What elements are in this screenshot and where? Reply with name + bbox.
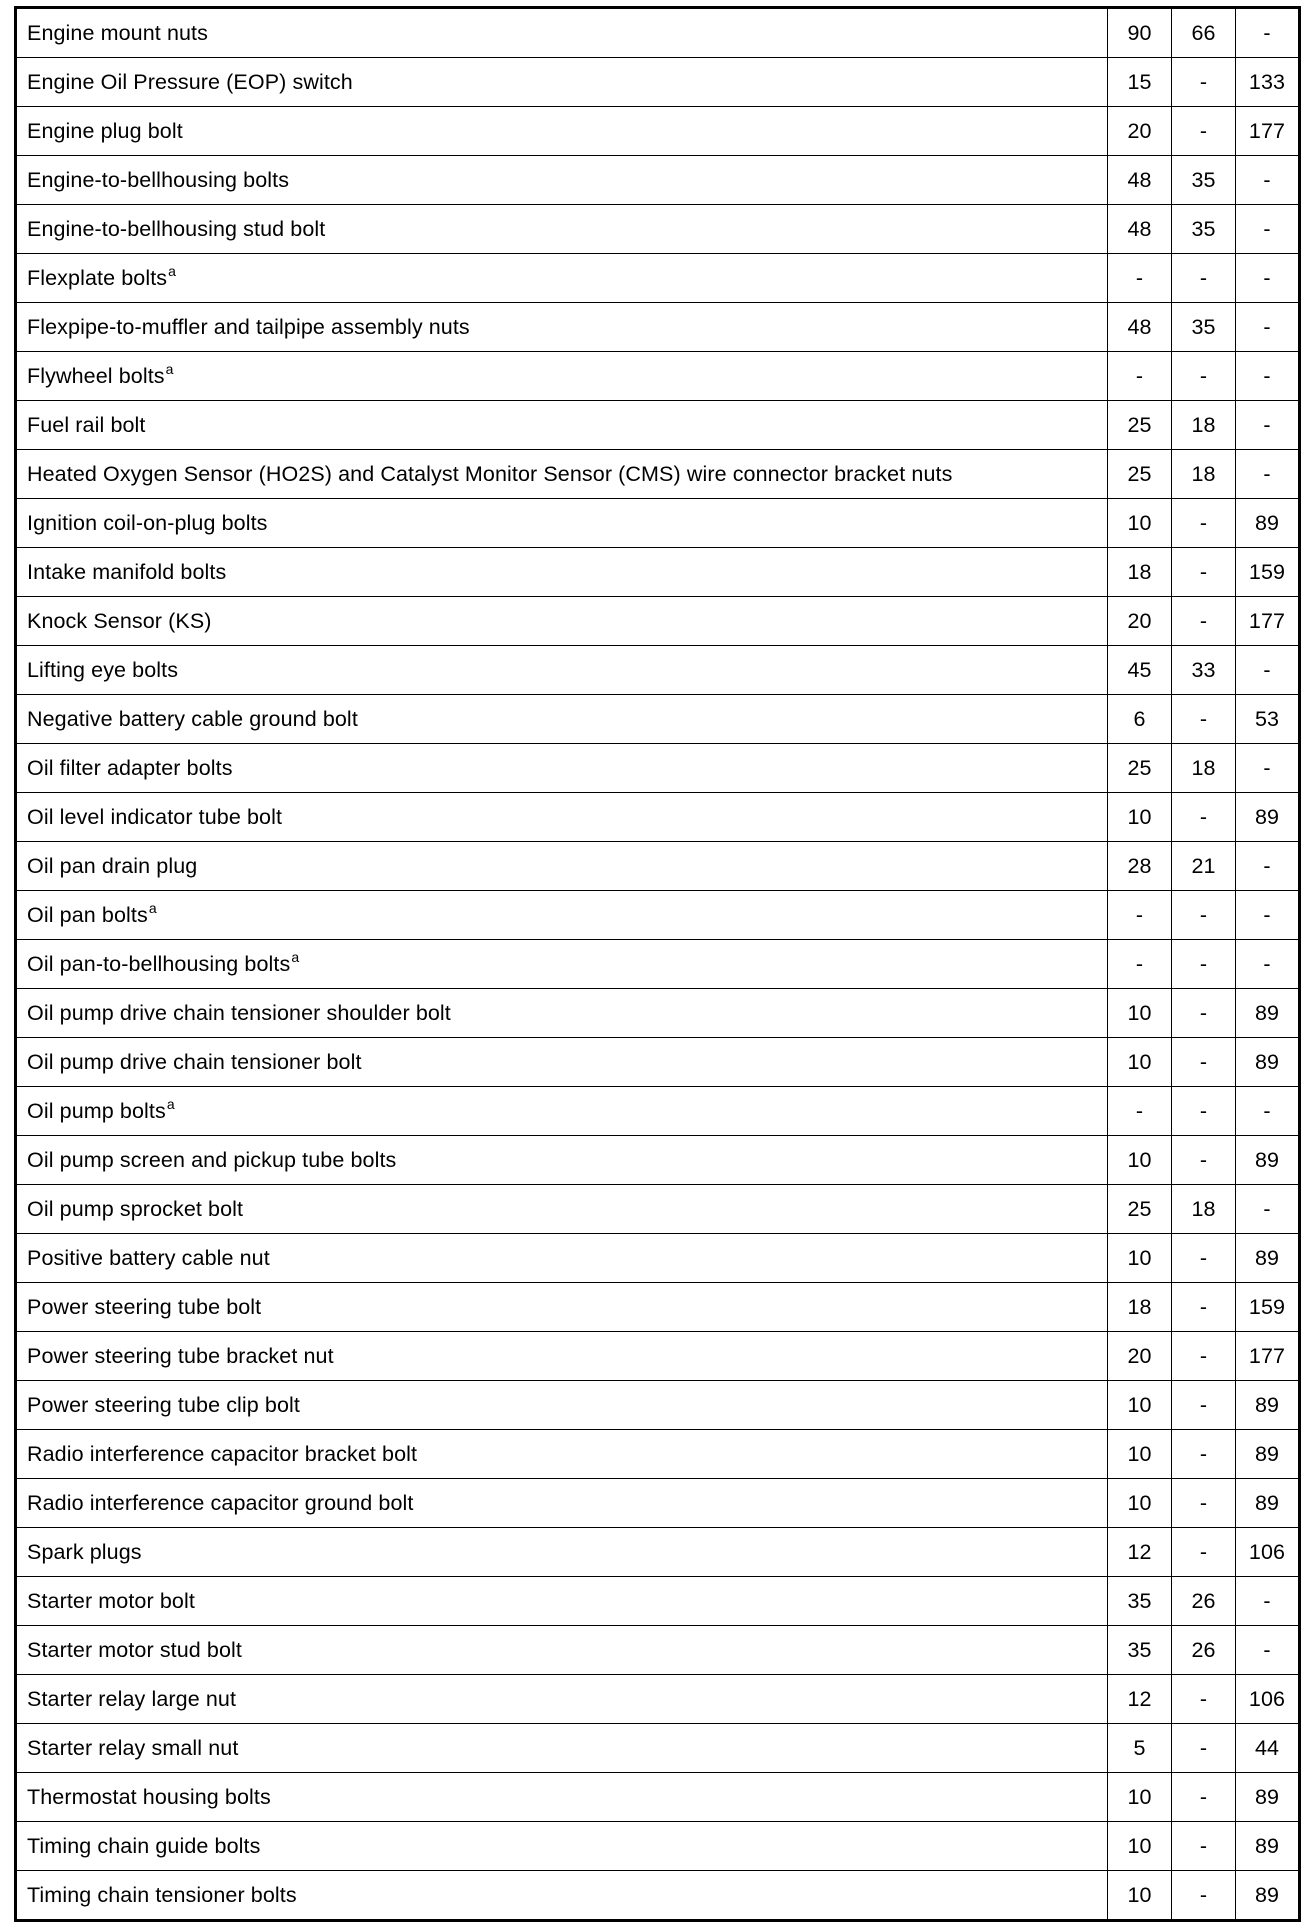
torque-lbin-cell: 89 [1236, 989, 1300, 1038]
torque-lbin-cell: 159 [1236, 548, 1300, 597]
table-body [16, 8, 1300, 1921]
torque-nm-cell: - [1108, 352, 1172, 401]
torque-nm-cell: 10 [1108, 1479, 1172, 1528]
fastener-description-text: Starter relay large nut [27, 1686, 237, 1711]
table-row [16, 1479, 1300, 1528]
fastener-description-text: Ignition coil-on-plug bolts [27, 510, 268, 535]
fastener-description-cell [16, 793, 1108, 842]
torque-lbin-cell: 89 [1236, 1381, 1300, 1430]
table-row [16, 695, 1300, 744]
torque-nm-cell: 25 [1108, 744, 1172, 793]
torque-nm-cell: 20 [1108, 107, 1172, 156]
torque-lbft-cell: 66 [1172, 8, 1236, 58]
torque-nm-cell: 10 [1108, 793, 1172, 842]
fastener-description-text: Oil pump screen and pickup tube bolts [27, 1147, 397, 1172]
torque-nm-cell: 12 [1108, 1675, 1172, 1724]
torque-nm-cell: 25 [1108, 1185, 1172, 1234]
torque-nm-cell: 10 [1108, 1234, 1172, 1283]
torque-nm-cell: 28 [1108, 842, 1172, 891]
torque-lbin-cell: - [1236, 401, 1300, 450]
torque-lbin-cell: 89 [1236, 1038, 1300, 1087]
table-row [16, 597, 1300, 646]
torque-lbin-cell: - [1236, 156, 1300, 205]
torque-lbin-cell: 89 [1236, 1773, 1300, 1822]
footnote-marker: a [291, 949, 300, 966]
fastener-description-text: Flexplate bolts [27, 265, 168, 290]
torque-nm-cell: 35 [1108, 1577, 1172, 1626]
table-row [16, 1038, 1300, 1087]
fastener-description-text: Oil pump sprocket bolt [27, 1196, 244, 1221]
fastener-description-text: Power steering tube clip bolt [27, 1392, 300, 1417]
table-row [16, 989, 1300, 1038]
torque-lbft-cell: 33 [1172, 646, 1236, 695]
fastener-description-cell [16, 989, 1108, 1038]
fastener-description-text: Spark plugs [27, 1539, 142, 1564]
torque-specifications-table [14, 6, 1301, 1922]
table-row [16, 107, 1300, 156]
torque-lbft-cell: - [1172, 58, 1236, 107]
torque-lbin-cell: - [1236, 1577, 1300, 1626]
fastener-description-text: Oil pan drain plug [27, 853, 198, 878]
fastener-description-cell [16, 891, 1108, 940]
torque-lbft-cell: 35 [1172, 156, 1236, 205]
torque-lbin-cell: 133 [1236, 58, 1300, 107]
torque-nm-cell: - [1108, 940, 1172, 989]
table-row [16, 1626, 1300, 1675]
torque-nm-cell: 10 [1108, 1038, 1172, 1087]
fastener-description-cell [16, 695, 1108, 744]
torque-nm-cell: - [1108, 1087, 1172, 1136]
fastener-description-cell [16, 1675, 1108, 1724]
table-row [16, 1577, 1300, 1626]
fastener-description-text: Engine Oil Pressure (EOP) switch [27, 69, 353, 94]
fastener-description-text: Timing chain tensioner bolts [27, 1882, 297, 1907]
fastener-description-cell [16, 254, 1108, 303]
torque-lbft-cell: 35 [1172, 303, 1236, 352]
fastener-description-text: Power steering tube bracket nut [27, 1343, 334, 1368]
torque-nm-cell: 10 [1108, 1773, 1172, 1822]
torque-lbft-cell: - [1172, 695, 1236, 744]
torque-lbin-cell: 89 [1236, 793, 1300, 842]
torque-lbft-cell: - [1172, 891, 1236, 940]
torque-lbft-cell: - [1172, 1087, 1236, 1136]
fastener-description-cell [16, 401, 1108, 450]
torque-lbin-cell: - [1236, 205, 1300, 254]
fastener-description-text: Engine-to-bellhousing bolts [27, 167, 290, 192]
torque-lbin-cell: 177 [1236, 107, 1300, 156]
fastener-description-cell [16, 1234, 1108, 1283]
table-row [16, 1528, 1300, 1577]
fastener-description-text: Engine-to-bellhousing stud bolt [27, 216, 326, 241]
torque-lbin-cell: 89 [1236, 1871, 1300, 1921]
fastener-description-cell [16, 352, 1108, 401]
torque-nm-cell: 90 [1108, 8, 1172, 58]
torque-nm-cell: 45 [1108, 646, 1172, 695]
torque-nm-cell: 15 [1108, 58, 1172, 107]
table-row [16, 58, 1300, 107]
fastener-description-cell [16, 744, 1108, 793]
torque-lbft-cell: - [1172, 940, 1236, 989]
torque-nm-cell: 25 [1108, 401, 1172, 450]
torque-nm-cell: - [1108, 254, 1172, 303]
torque-lbft-cell: - [1172, 352, 1236, 401]
table-row [16, 254, 1300, 303]
table-row [16, 1185, 1300, 1234]
table-row [16, 1332, 1300, 1381]
table-row [16, 1234, 1300, 1283]
fastener-description-cell [16, 1136, 1108, 1185]
fastener-description-cell [16, 1038, 1108, 1087]
fastener-description-text: Starter relay small nut [27, 1735, 239, 1760]
torque-lbft-cell: - [1172, 1528, 1236, 1577]
torque-nm-cell: 18 [1108, 1283, 1172, 1332]
table-row [16, 1087, 1300, 1136]
fastener-description-text: Oil pump drive chain tensioner shoulder bolt [27, 1000, 451, 1025]
torque-nm-cell: 48 [1108, 205, 1172, 254]
torque-lbft-cell: - [1172, 1871, 1236, 1921]
fastener-description-text: Positive battery cable nut [27, 1245, 270, 1270]
fastener-description-cell [16, 646, 1108, 695]
torque-lbft-cell: - [1172, 1822, 1236, 1871]
fastener-description-text: Engine plug bolt [27, 118, 183, 143]
torque-nm-cell: 48 [1108, 156, 1172, 205]
torque-nm-cell: 20 [1108, 597, 1172, 646]
torque-lbft-cell: - [1172, 1430, 1236, 1479]
fastener-description-cell [16, 1087, 1108, 1136]
fastener-description-text: Oil pan-to-bellhousing bolts [27, 951, 291, 976]
fastener-description-text: Knock Sensor (KS) [27, 608, 212, 633]
fastener-description-text: Radio interference capacitor bracket bolt [27, 1441, 418, 1466]
table-row [16, 646, 1300, 695]
table-row [16, 352, 1300, 401]
torque-lbft-cell: 21 [1172, 842, 1236, 891]
fastener-description-text: Oil pump bolts [27, 1098, 166, 1123]
torque-lbin-cell: 89 [1236, 1136, 1300, 1185]
fastener-description-text: Power steering tube bolt [27, 1294, 262, 1319]
torque-lbft-cell: 18 [1172, 744, 1236, 793]
fastener-description-text: Starter motor stud bolt [27, 1637, 243, 1662]
torque-nm-cell: 6 [1108, 695, 1172, 744]
fastener-description-text: Fuel rail bolt [27, 412, 146, 437]
table-row [16, 156, 1300, 205]
torque-lbin-cell: - [1236, 940, 1300, 989]
torque-lbft-cell: - [1172, 1234, 1236, 1283]
fastener-description-text: Thermostat housing bolts [27, 1784, 271, 1809]
torque-lbin-cell: 89 [1236, 1234, 1300, 1283]
fastener-description-cell [16, 1822, 1108, 1871]
torque-lbft-cell: - [1172, 1136, 1236, 1185]
torque-lbft-cell: - [1172, 1381, 1236, 1430]
footnote-marker: a [148, 900, 157, 917]
table-row [16, 891, 1300, 940]
torque-lbft-cell: 18 [1172, 401, 1236, 450]
table-row [16, 303, 1300, 352]
footnote-marker: a [165, 361, 174, 378]
torque-lbft-cell: - [1172, 597, 1236, 646]
torque-lbft-cell: - [1172, 1283, 1236, 1332]
torque-lbin-cell: - [1236, 646, 1300, 695]
torque-lbft-cell: - [1172, 548, 1236, 597]
torque-lbin-cell: - [1236, 744, 1300, 793]
fastener-description-text: Lifting eye bolts [27, 657, 179, 682]
table-row [16, 450, 1300, 499]
fastener-description-text: Heated Oxygen Sensor (HO2S) and Catalyst Monitor Sensor (CMS) wire connector bracket nuts [27, 461, 953, 486]
fastener-description-cell [16, 1626, 1108, 1675]
torque-nm-cell: 48 [1108, 303, 1172, 352]
footnote-marker: a [168, 263, 177, 280]
torque-nm-cell: 10 [1108, 989, 1172, 1038]
table-row [16, 940, 1300, 989]
torque-lbin-cell: 53 [1236, 695, 1300, 744]
fastener-description-cell [16, 450, 1108, 499]
table-row [16, 1822, 1300, 1871]
torque-nm-cell: 5 [1108, 1724, 1172, 1773]
fastener-description-text: Flywheel bolts [27, 363, 165, 388]
fastener-description-cell [16, 1381, 1108, 1430]
torque-lbft-cell: - [1172, 1038, 1236, 1087]
torque-nm-cell: 10 [1108, 1871, 1172, 1921]
torque-lbin-cell: 177 [1236, 1332, 1300, 1381]
torque-nm-cell: 12 [1108, 1528, 1172, 1577]
fastener-description-text: Radio interference capacitor ground bolt [27, 1490, 414, 1515]
table-row [16, 1283, 1300, 1332]
torque-lbft-cell: - [1172, 1479, 1236, 1528]
fastener-description-cell [16, 156, 1108, 205]
torque-lbin-cell: - [1236, 1626, 1300, 1675]
torque-nm-cell: 10 [1108, 499, 1172, 548]
torque-lbin-cell: - [1236, 891, 1300, 940]
fastener-description-cell [16, 205, 1108, 254]
table-row [16, 744, 1300, 793]
fastener-description-text: Flexpipe-to-muffler and tailpipe assembly nuts [27, 314, 470, 339]
fastener-description-cell [16, 1185, 1108, 1234]
torque-lbft-cell: - [1172, 107, 1236, 156]
table-row [16, 205, 1300, 254]
fastener-description-cell [16, 842, 1108, 891]
fastener-description-cell [16, 58, 1108, 107]
fastener-description-text: Negative battery cable ground bolt [27, 706, 358, 731]
torque-nm-cell: 10 [1108, 1430, 1172, 1479]
torque-lbin-cell: 89 [1236, 1822, 1300, 1871]
torque-lbft-cell: - [1172, 1724, 1236, 1773]
fastener-description-text: Intake manifold bolts [27, 559, 227, 584]
torque-lbft-cell: 18 [1172, 1185, 1236, 1234]
torque-lbft-cell: - [1172, 1773, 1236, 1822]
fastener-description-cell [16, 1332, 1108, 1381]
torque-lbft-cell: - [1172, 793, 1236, 842]
table-row [16, 1675, 1300, 1724]
fastener-description-cell [16, 1430, 1108, 1479]
fastener-description-text: Oil filter adapter bolts [27, 755, 233, 780]
torque-nm-cell: 10 [1108, 1822, 1172, 1871]
fastener-description-cell [16, 499, 1108, 548]
torque-lbft-cell: - [1172, 989, 1236, 1038]
table-row [16, 401, 1300, 450]
fastener-description-text: Oil pump drive chain tensioner bolt [27, 1049, 362, 1074]
torque-lbin-cell: 89 [1236, 499, 1300, 548]
fastener-description-cell [16, 1528, 1108, 1577]
table-row [16, 1136, 1300, 1185]
torque-lbin-cell: 159 [1236, 1283, 1300, 1332]
torque-lbin-cell: - [1236, 842, 1300, 891]
torque-lbin-cell: - [1236, 450, 1300, 499]
fastener-description-text: Oil level indicator tube bolt [27, 804, 283, 829]
torque-lbin-cell: 177 [1236, 597, 1300, 646]
torque-lbin-cell: - [1236, 8, 1300, 58]
fastener-description-text: Oil pan bolts [27, 902, 148, 927]
torque-lbft-cell: - [1172, 1675, 1236, 1724]
torque-lbin-cell: 106 [1236, 1528, 1300, 1577]
torque-lbin-cell: - [1236, 1185, 1300, 1234]
fastener-description-text: Engine mount nuts [27, 20, 208, 45]
table-row [16, 8, 1300, 58]
torque-lbft-cell: 26 [1172, 1626, 1236, 1675]
fastener-description-cell [16, 1283, 1108, 1332]
fastener-description-cell [16, 548, 1108, 597]
torque-nm-cell: 10 [1108, 1136, 1172, 1185]
fastener-description-cell [16, 107, 1108, 156]
footnote-marker: a [166, 1096, 175, 1113]
torque-lbin-cell: 89 [1236, 1430, 1300, 1479]
torque-lbin-cell: - [1236, 352, 1300, 401]
fastener-description-text: Timing chain guide bolts [27, 1833, 261, 1858]
torque-nm-cell: - [1108, 891, 1172, 940]
fastener-description-cell [16, 1479, 1108, 1528]
torque-nm-cell: 20 [1108, 1332, 1172, 1381]
table-row [16, 1724, 1300, 1773]
fastener-description-cell [16, 1724, 1108, 1773]
table-row [16, 1430, 1300, 1479]
fastener-description-cell [16, 940, 1108, 989]
fastener-description-cell [16, 8, 1108, 58]
fastener-description-cell [16, 597, 1108, 646]
table-row [16, 499, 1300, 548]
torque-lbin-cell: 106 [1236, 1675, 1300, 1724]
torque-nm-cell: 18 [1108, 548, 1172, 597]
torque-lbft-cell: 35 [1172, 205, 1236, 254]
table-row [16, 842, 1300, 891]
torque-lbin-cell: - [1236, 254, 1300, 303]
torque-nm-cell: 25 [1108, 450, 1172, 499]
torque-lbft-cell: - [1172, 1332, 1236, 1381]
torque-nm-cell: 10 [1108, 1381, 1172, 1430]
torque-lbin-cell: 89 [1236, 1479, 1300, 1528]
table-row [16, 793, 1300, 842]
fastener-description-cell [16, 303, 1108, 352]
fastener-description-cell [16, 1577, 1108, 1626]
fastener-description-text: Starter motor bolt [27, 1588, 195, 1613]
table-row [16, 1773, 1300, 1822]
torque-lbft-cell: 26 [1172, 1577, 1236, 1626]
torque-lbin-cell: - [1236, 303, 1300, 352]
torque-lbin-cell: 44 [1236, 1724, 1300, 1773]
torque-lbft-cell: - [1172, 499, 1236, 548]
table-row [16, 548, 1300, 597]
torque-lbft-cell: 18 [1172, 450, 1236, 499]
table-row [16, 1381, 1300, 1430]
torque-nm-cell: 35 [1108, 1626, 1172, 1675]
torque-lbin-cell: - [1236, 1087, 1300, 1136]
torque-lbft-cell: - [1172, 254, 1236, 303]
fastener-description-cell [16, 1773, 1108, 1822]
